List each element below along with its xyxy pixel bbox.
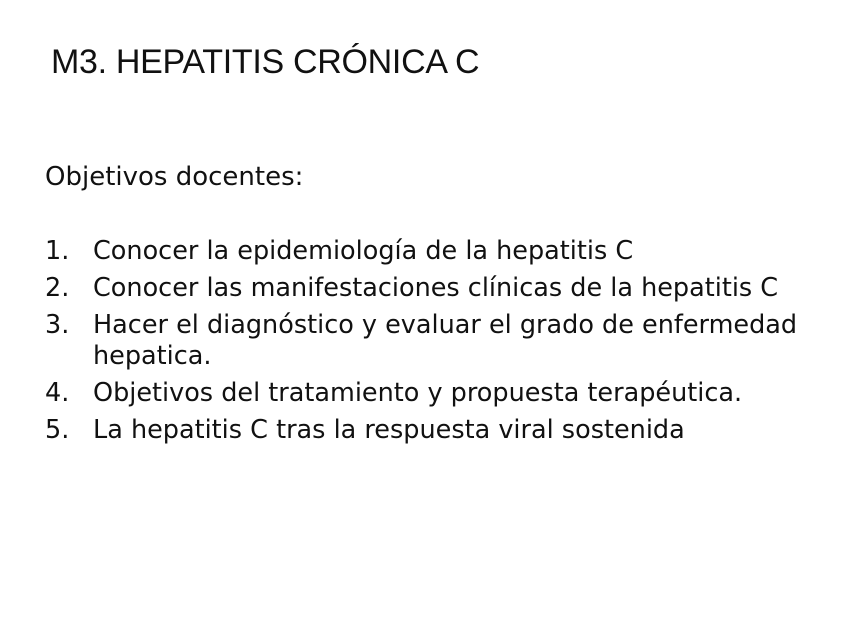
objective-item-4	[45, 378, 805, 409]
objective-number: 5.	[45, 415, 70, 445]
objective-item-3	[45, 310, 805, 372]
objective-item-5	[45, 415, 805, 446]
objectives-heading: Objetivos docentes:	[45, 162, 304, 192]
objective-text: Objetivos del tratamiento y propuesta terapéutica.	[93, 378, 743, 408]
objective-text: Hacer el diagnóstico y evaluar el grado de enfermedad hepatica.	[93, 310, 798, 371]
objective-number: 2.	[45, 273, 70, 303]
objective-number: 3.	[45, 310, 70, 340]
objective-text: La hepatitis C tras la respuesta viral sostenida	[93, 415, 685, 445]
slide-title: M3. HEPATITIS CRÓNICA C	[51, 43, 480, 81]
objective-item-1	[45, 236, 805, 267]
objective-text: Conocer la epidemiología de la hepatitis C	[93, 236, 634, 266]
objectives-list	[45, 236, 805, 446]
objective-number: 4.	[45, 378, 70, 408]
objective-item-2	[45, 273, 805, 304]
objective-number: 1.	[45, 236, 70, 266]
objective-text: Conocer las manifestaciones clínicas de la hepatitis C	[93, 273, 779, 303]
